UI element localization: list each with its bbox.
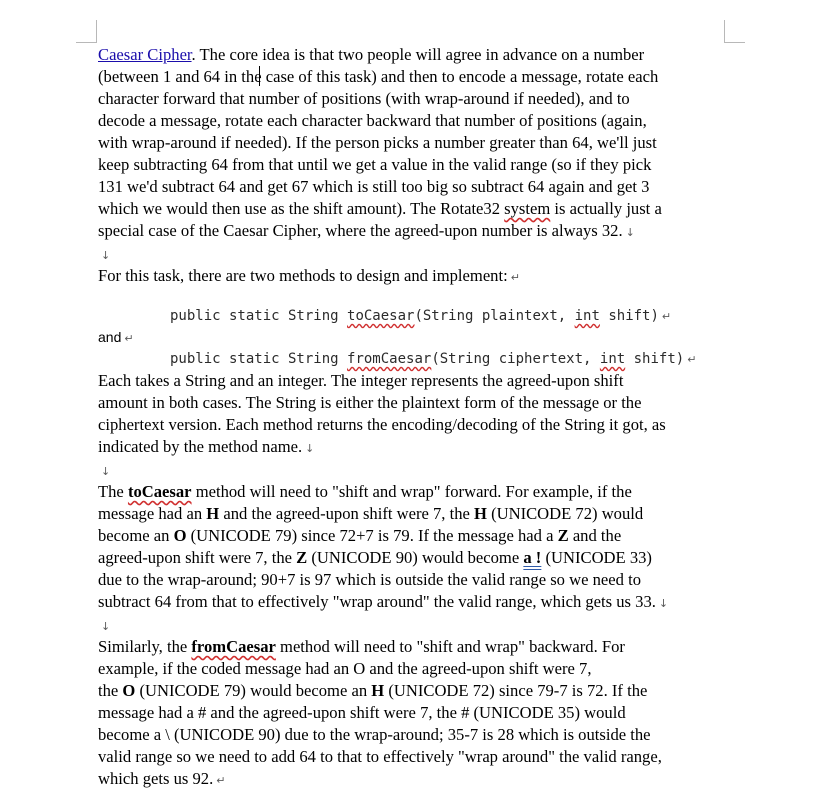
spellcheck-word-tocaesar[interactable]: toCaesar bbox=[347, 308, 415, 324]
paragraph-fromcaesar bbox=[98, 636, 738, 792]
paragraph-mark: ↵ bbox=[510, 271, 520, 284]
code-line-tocaesar: public static String toCaesar(String plaintext, int shift) ↵ bbox=[170, 308, 672, 324]
spellcheck-word-int[interactable]: int bbox=[599, 351, 626, 367]
paragraph-tocaesar bbox=[98, 481, 738, 615]
paragraph-methods-intro: For this task, there are two methods to design and implement: ↵ bbox=[98, 266, 520, 285]
empty-line bbox=[98, 460, 738, 479]
text-line: The toCaesar method will need to "shift and wrap" forward. For example, if the bbox=[98, 482, 632, 501]
spellcheck-word-fromcaesar[interactable]: fromCaesar bbox=[191, 637, 276, 656]
spellcheck-word-fromcaesar[interactable]: fromCaesar bbox=[347, 351, 432, 367]
text-line: due to the wrap-around; 90+7 is 97 which is outside the valid range so we need to bbox=[98, 570, 641, 589]
page-corner-mark-top-right bbox=[724, 20, 745, 43]
code-line-fromcaesar: public static String fromCaesar(String ciphertext, int shift) ↵ bbox=[170, 351, 697, 367]
paragraph-mark: ↵ bbox=[687, 353, 697, 366]
empty-line bbox=[98, 289, 738, 306]
document-page[interactable] bbox=[98, 44, 738, 792]
paragraph-caesar-intro bbox=[98, 44, 738, 244]
line-break-mark: ↓ bbox=[658, 597, 669, 610]
paragraph-mark: ↵ bbox=[216, 774, 226, 787]
empty-line bbox=[98, 615, 738, 634]
line-break-mark: ↓ bbox=[101, 620, 111, 633]
text-line: become an O (UNICODE 79) since 72+7 is 79. If the message had a Z and the bbox=[98, 526, 622, 545]
paragraph-mark: ↵ bbox=[124, 332, 134, 345]
grammar-check-a-bang[interactable]: a ! bbox=[523, 548, 542, 567]
text-line: character forward that number of positions (with wrap-around if needed), and to bbox=[98, 89, 630, 108]
text-line: valid range so we need to add 64 to that to effectively "wrap around" the valid range, bbox=[98, 747, 662, 766]
text-line: with wrap-around if needed). If the person picks a number greater than 64, we'll just bbox=[98, 133, 657, 152]
text-line: message had a # and the agreed-upon shift were 7, the # (UNICODE 35) would bbox=[98, 703, 626, 722]
caesar-cipher-link[interactable]: Caesar Cipher bbox=[98, 45, 192, 64]
and-line: and ↵ bbox=[98, 329, 134, 345]
line-break-mark: ↓ bbox=[305, 442, 315, 455]
text-line: message had an H and the agreed-upon shift were 7, the H (UNICODE 72) would bbox=[98, 504, 644, 523]
paragraph-mark: ↵ bbox=[661, 310, 672, 323]
text-line: become a \ (UNICODE 90) due to the wrap-around; 35-7 is 28 which is outside the bbox=[98, 725, 651, 744]
page-corner-mark-top-left bbox=[76, 20, 97, 43]
text-line: special case of the Caesar Cipher, where the agreed-upon number is always 32. ↓ bbox=[98, 221, 635, 240]
text-line: Each takes a String and an integer. The integer represents the agreed-upon shift bbox=[98, 371, 624, 390]
text-line: which gets us 92. ↵ bbox=[98, 769, 226, 788]
text-line: which we would then use as the shift amount). The Rotate32 system is actually just a bbox=[98, 199, 662, 218]
line-break-mark: ↓ bbox=[625, 226, 635, 239]
empty-line bbox=[98, 244, 738, 263]
text-line: decode a message, rotate each character backward that number of positions (again, bbox=[98, 111, 647, 130]
line-break-mark: ↓ bbox=[101, 249, 111, 262]
spellcheck-word-tocaesar[interactable]: toCaesar bbox=[127, 482, 192, 501]
spellcheck-word-system[interactable]: system bbox=[504, 199, 551, 218]
text-line: Caesar Cipher. The core idea is that two people will agree in advance on a number bbox=[98, 45, 645, 64]
text-line: (between 1 and 64 in the case of this task) and then to encode a message, rotate each bbox=[98, 67, 659, 86]
spellcheck-word-int[interactable]: int bbox=[574, 308, 600, 324]
text-line: the O (UNICODE 79) would become an H (UNICODE 72) since 79-7 is 72. If the bbox=[98, 681, 648, 700]
line-break-mark: ↓ bbox=[101, 465, 111, 478]
text-line: agreed-upon shift were 7, the Z (UNICODE 90) would become a ! (UNICODE 33) bbox=[98, 548, 652, 567]
text-line: 131 we'd subtract 64 and get 67 which is still too big so subtract 64 again and get 3 bbox=[98, 177, 650, 196]
text-line: keep subtracting 64 from that until we get a value in the valid range (so if they pick bbox=[98, 155, 652, 174]
text-line: indicated by the method name. ↓ bbox=[98, 437, 315, 456]
text-line: example, if the coded message had an O and the agreed-upon shift were 7, bbox=[98, 659, 592, 678]
text-line: ciphertext version. Each method returns the encoding/decoding of the String it got, as bbox=[98, 415, 666, 434]
text-line: subtract 64 from that to effectively "wrap around" the valid range, which gets us 33. ↓ bbox=[98, 592, 669, 611]
paragraph-method-description bbox=[98, 370, 738, 460]
text-line: Similarly, the fromCaesar method will need to "shift and wrap" backward. For bbox=[98, 637, 625, 656]
text-line: amount in both cases. The String is either the plaintext form of the message or the bbox=[98, 393, 642, 412]
